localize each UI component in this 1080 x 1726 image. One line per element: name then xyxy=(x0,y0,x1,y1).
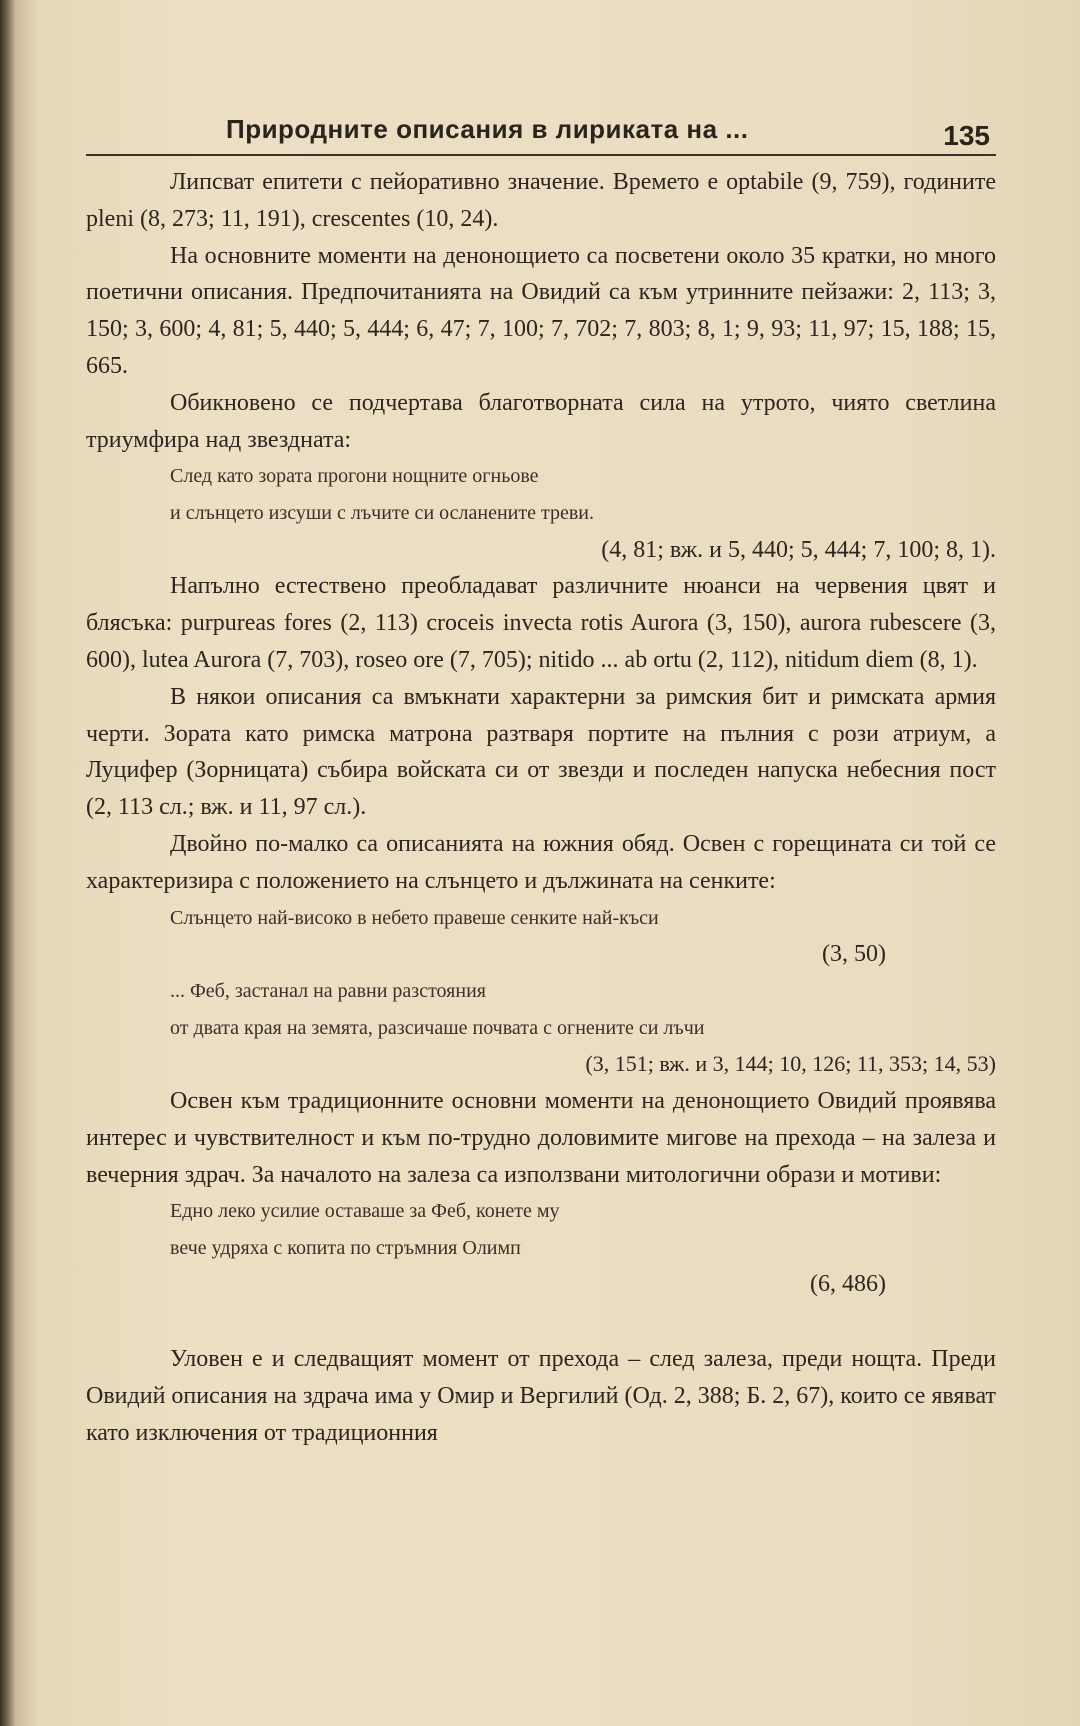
verse-line: от двата края на земята, разсичаше почвата с огнените си лъчи xyxy=(170,1016,705,1039)
citation: (3, 151; вж. и 3, 144; 10, 126; 11, 353; 14, 53) xyxy=(585,1051,996,1077)
paragraph: Напълно естествено преобладават различните нюанси на червения цвят и блясъка: purpureas fores (2, 113) croceis invecta rotis Aurora (3, 150), aurora rubescere (3, 600), lutea Aurora (7, 703), roseo ore (7, 705); nitido ... ab ortu (2, 112), nitidum diem (8, 1). xyxy=(86,573,996,673)
paragraph: Двойно по-малко са описанията на южния обяд. Освен с горещината си той се характеризира с положението на слънцето и дължината на сенките: xyxy=(86,830,996,894)
paragraph: Обикновено се подчертава благотворната сила на утрото, чиято светлина триумфира над звездната: xyxy=(86,389,996,453)
verse-line: Слънцето най-високо в небето правеше сенките най-къси xyxy=(170,906,659,929)
verse-line: Едно леко усилие оставаше за Феб, конете му xyxy=(170,1200,560,1223)
paragraph: В някои описания са вмъкнати характерни за римския бит и римската армия черти. Зората като римска матрона разтваря портите на пълния с рози атриум, а Луцифер (Зорницата) събира войската си от звезди и последен напуска небесния пост (2, 113 сл.; вж. и 11, 97 сл.). xyxy=(86,683,996,821)
header-title: Природните описания в лириката на ... xyxy=(226,114,749,144)
verse-line: вече удряха с копита по стръмния Олимп xyxy=(170,1236,521,1259)
paragraph: Уловен е и следващият момент от прехода – след залеза, преди нощта. Преди Овидий описания на здрача има у Омир и Вергилий (Од. 2, 388; Б. 2, 67), които се явяват като изключения от традиционния xyxy=(86,1346,996,1446)
section-gap xyxy=(86,1303,996,1341)
paragraph: Липсват епитети с пейоративно значение. Времето е optabile (9, 759), годините pleni (8, 273; 11, 191), crescentes (10, 24). xyxy=(86,169,996,232)
verse-line: ... Феб, застанал на равни разстояния xyxy=(170,979,486,1002)
running-header xyxy=(86,110,996,156)
verse-line: След като зората прогони нощните огньове xyxy=(170,465,539,488)
citation: (3, 50) xyxy=(822,941,886,968)
citation: (4, 81; вж. и 5, 440; 5, 444; 7, 100; 8, 1). xyxy=(601,536,996,563)
paragraph: Освен към традиционните основни моменти на денонощието Овидий проявява интерес и чувствителност и към по-трудно доловимите мигове на прехода – на залеза и вечерния здрач. За началото на залеза са използвани митологични образи и мотиви: xyxy=(86,1087,996,1188)
paragraph: На основните моменти на денонощието са посветени около 35 кратки, но много поетични описания. Предпочитанията на Овидий са към утринните пейзажи: 2, 113; 3, 150; 3, 600; 4, 81; 5, 440; 5, 444; 6, 47; 7, 100; 7, 702; 7, 803; 8, 1; 9, 93; 11, 97; 15, 188; 15, 665. xyxy=(86,242,996,379)
verse-line: и слънцето изсуши с лъчите си осланените треви. xyxy=(170,501,594,524)
body-text xyxy=(86,164,996,1452)
page-number: 135 xyxy=(943,120,990,151)
citation: (6, 486) xyxy=(810,1271,886,1298)
